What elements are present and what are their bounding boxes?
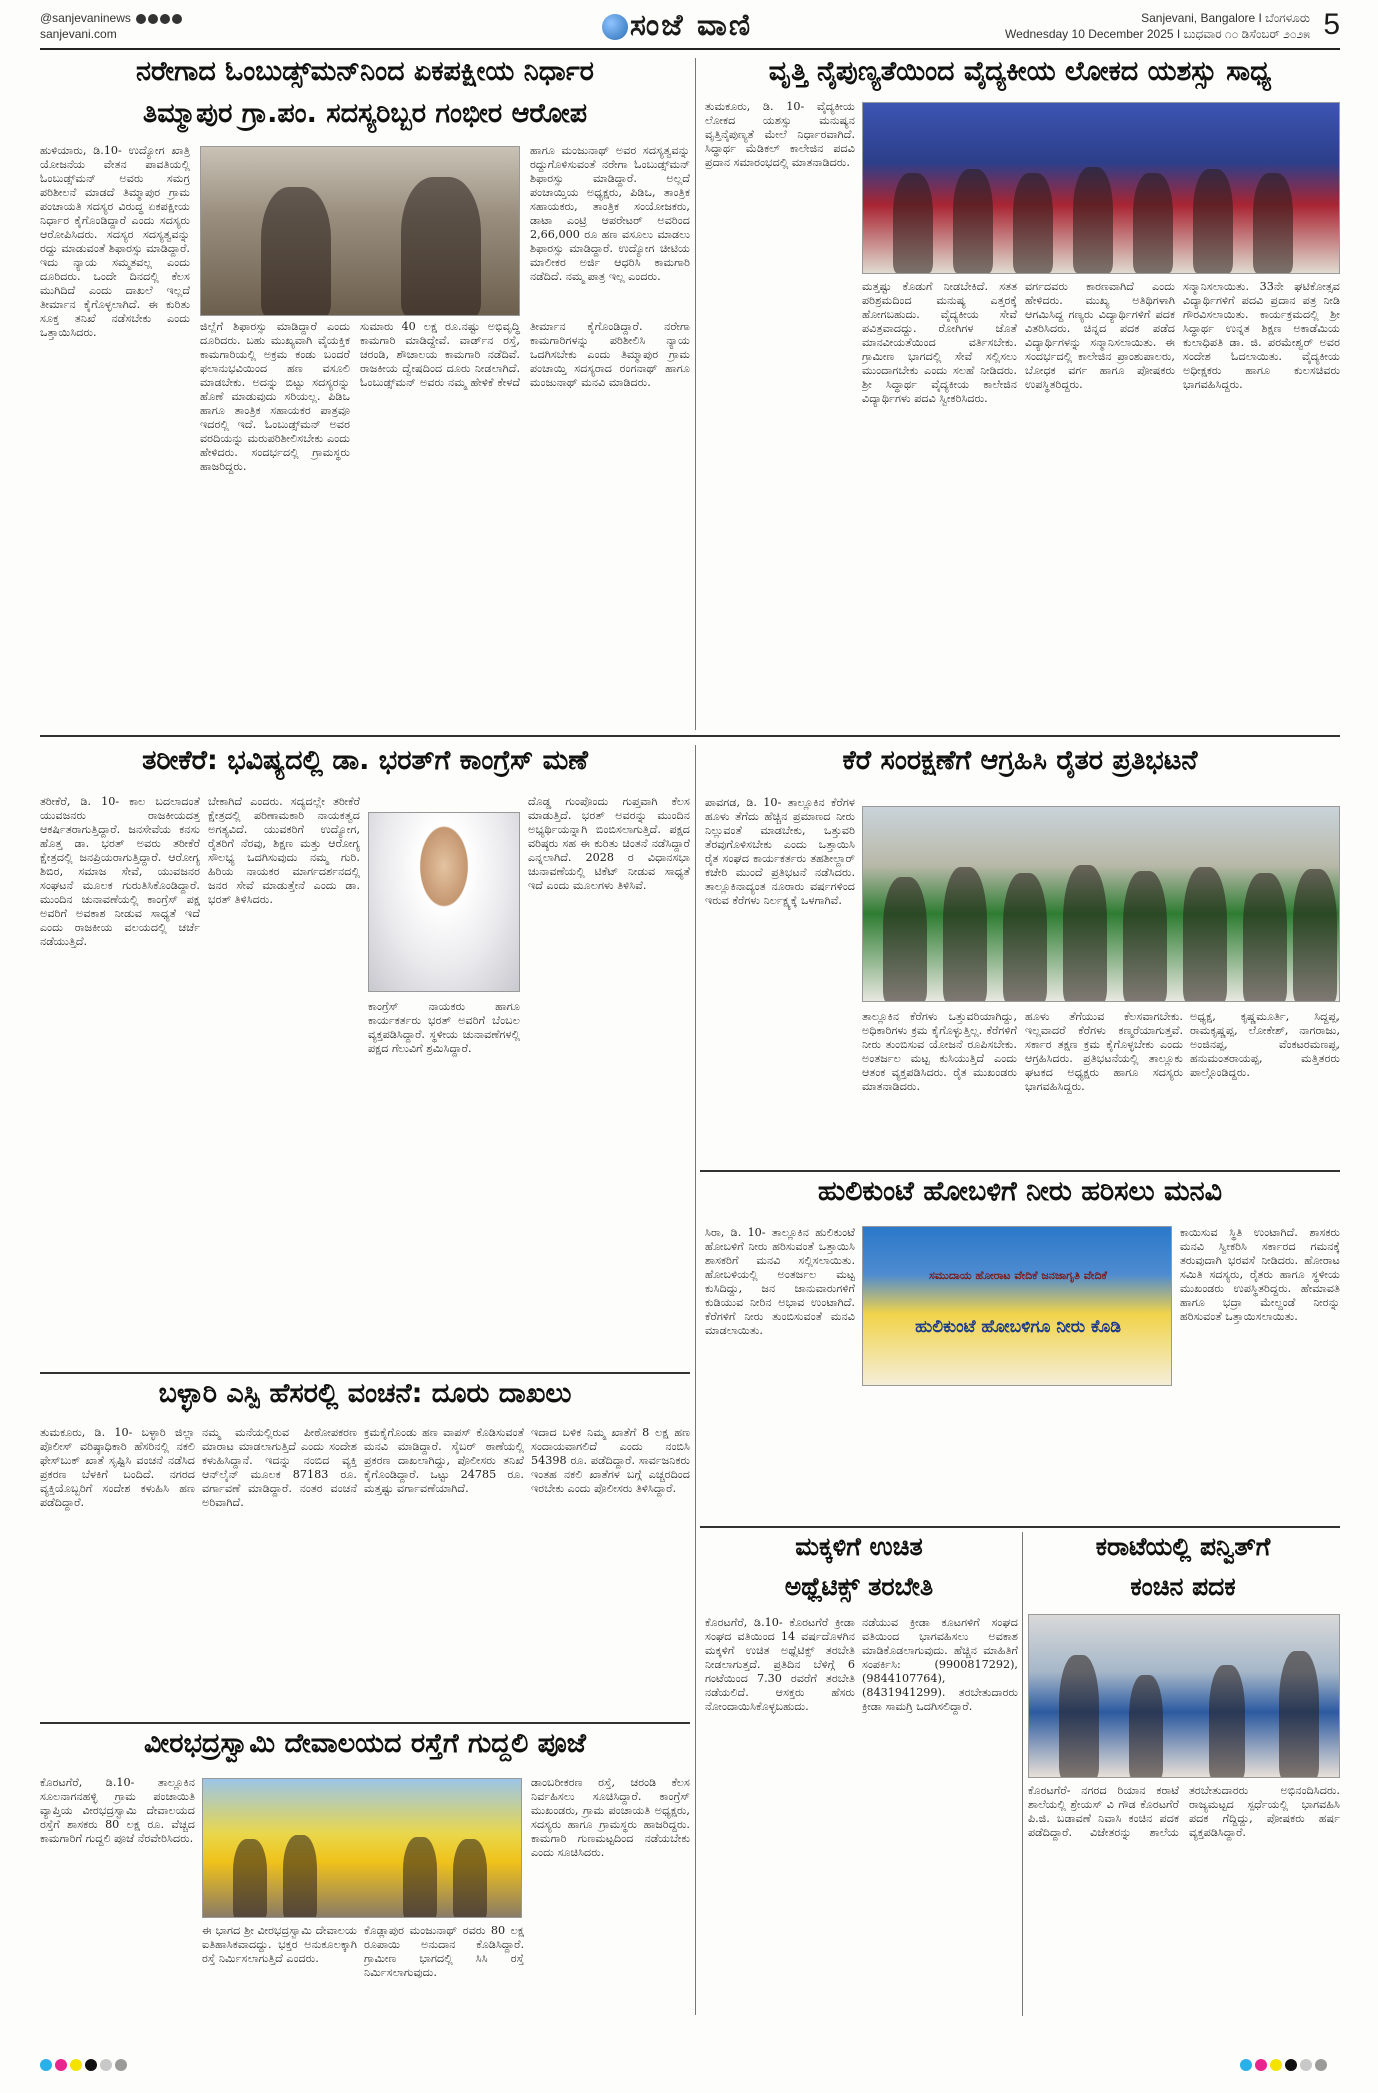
section-rule	[40, 1722, 690, 1724]
ombudsman-col-4: ಸುಮಾರು 40 ಲಕ್ಷ ರೂ.ನಷ್ಟು ಅಭಿವೃದ್ಧಿ ಕಾಮಗಾರಿ ಮಾಡಿದ್ದೇವೆ. ವಾರ್ಡ್‌ನ ರಸ್ತೆ, ಚರಂಡಿ, ಶೌಚಾಲಯ ಕಾಮಗಾರಿ ನಡೆದಿವೆ. ರಾಜಕೀಯ ದ್ವೇಷದಿಂದ ದೂರು ನೀಡಲಾಗಿದೆ. ಓಂಬುಡ್ಸ್‌ಮನ್ ಅವರು ನಮ್ಮ ಹೇಳಿಕೆ ಕೇಳದೆ ತೀರ್ಮಾನ ಕೈಗೊಂಡಿದ್ದಾರೆ. ನರೇಗಾ ಕಾಮಗಾರಿಗಳನ್ನು ಪರಿಶೀಲಿಸಿ ನ್ಯಾಯ ಒದಗಿಸಬೇಕು ಎಂದು ತಿಮ್ಮಾಪುರ ಗ್ರಾಮ ಪಂಚಾಯ್ತಿ ಸದಸ್ಯರಾದ ರಂಗನಾಥ್ ಹಾಗೂ ಮಂಜುನಾಥ್ ಮನವಿ ಮಾಡಿದರು.	[360, 320, 690, 389]
hulikunte-col-2: ಕಾಯಿಸುವ ಸ್ಥಿತಿ ಉಂಟಾಗಿದೆ. ಶಾಸಕರು ಮನವಿ ಸ್ವೀಕರಿಸಿ ಸರ್ಕಾರದ ಗಮನಕ್ಕೆ ತರುವುದಾಗಿ ಭರವಸೆ ನೀಡಿದರು. ಹೋರಾಟ ಸಮಿತಿ ಸದಸ್ಯರು, ರೈತರು ಹಾಗೂ ಸ್ಥಳೀಯ ಮುಖಂಡರು ಉಪಸ್ಥಿತರಿದ್ದರು. ಹೇಮಾವತಿ ಹಾಗೂ ಭದ್ರಾ ಮೇಲ್ದಂಡೆ ನೀರನ್ನು ಹರಿಸುವಂತೆ ಒತ್ತಾಯಿಸಲಾಯಿತು.	[1180, 1226, 1340, 1323]
column-divider	[695, 745, 696, 2015]
twitter-icon	[172, 14, 182, 24]
farmers-col-2: ತಾಲ್ಲೂಕಿನ ಕೆರೆಗಳು ಒತ್ತುವರಿಯಾಗಿದ್ದು, ಅಧಿಕಾರಿಗಳು ಕ್ರಮ ಕೈಗೊಳ್ಳುತ್ತಿಲ್ಲ. ಕೆರೆಗಳಿಗೆ ನೀರು ತುಂಬಿಸುವ ಯೋಜನೆ ರೂಪಿಸಬೇಕು. ಅಂತರ್ಜಲ ಮಟ್ಟ ಕುಸಿಯುತ್ತಿದೆ ಎಂದು ಆತಂಕ ವ್ಯಕ್ತಪಡಿಸಿದರು. ರೈತ ಮುಖಂಡರು ಮಾತನಾಡಿದರು.	[862, 1010, 1017, 1093]
tarikere-col-1: ತರೀಕೆರೆ, ಡಿ. 10- ಕಾಲ ಬದಲಾದಂತೆ ಯುವಜನರು ರಾಜಕೀಯದತ್ತ ಆಕರ್ಷಿತರಾಗುತ್ತಿದ್ದಾರೆ. ಜನಸೇವೆಯ ಕನಸು ಹೊತ್ತ ಡಾ. ಭರತ್ ಅವರು ತರೀಕೆರೆ ಕ್ಷೇತ್ರದಲ್ಲಿ ಜನಪ್ರಿಯರಾಗುತ್ತಿದ್ದಾರೆ. ಆರೋಗ್ಯ ಶಿಬಿರ, ಸಮಾಜ ಸೇವೆ, ಯುವಜನರ ಸಂಘಟನೆ ಮೂಲಕ ಗುರುತಿಸಿಕೊಂಡಿದ್ದಾರೆ. ಮುಂದಿನ ಚುನಾವಣೆಯಲ್ಲಿ ಕಾಂಗ್ರೆಸ್ ಪಕ್ಷ ಅವರಿಗೆ ಅವಕಾಶ ನೀಡುವ ಸಾಧ್ಯತೆ ಇದೆ ಎಂದು ರಾಜಕೀಯ ವಲಯದಲ್ಲಿ ಚರ್ಚೆ ನಡೆಯುತ್ತಿದೆ.	[40, 795, 200, 948]
masthead-right	[1005, 10, 1310, 42]
tarikere-col-2: ಬೇಕಾಗಿದೆ ಎಂದರು. ಸದ್ಯದಲ್ಲೇ ತರೀಕೆರೆ ಕ್ಷೇತ್ರದಲ್ಲಿ ಪರಿಣಾಮಕಾರಿ ನಾಯಕತ್ವದ ಅಗತ್ಯವಿದೆ. ಯುವಕರಿಗೆ ಉದ್ಯೋಗ, ರೈತರಿಗೆ ನೆರವು, ಶಿಕ್ಷಣ ಮತ್ತು ಆರೋಗ್ಯ ಸೌಲಭ್ಯ ಒದಗಿಸುವುದು ನಮ್ಮ ಗುರಿ. ಹಿರಿಯ ನಾಯಕರ ಮಾರ್ಗದರ್ಶನದಲ್ಲಿ ಜನರ ಸೇವೆ ಮಾಡುತ್ತೇನೆ ಎಂದು ಡಾ. ಭರತ್ ತಿಳಿಸಿದರು.	[208, 795, 360, 906]
youtube-icon	[160, 14, 170, 24]
print-mark	[1300, 2059, 1312, 2071]
print-mark	[1285, 2059, 1297, 2071]
date-en: Wednesday 10 December 2025 I	[1005, 27, 1181, 41]
bellary-headline: ಬಳ್ಳಾರಿ ಎಸ್ಪಿ ಹೆಸರಲ್ಲಿ ವಂಚನೆ: ದೂರು ದಾಖಲು	[158, 1378, 572, 1409]
ombudsman-col-2: ಜಿಲ್ಲೆಗೆ ಶಿಫಾರಸ್ಸು ಮಾಡಿದ್ದಾರೆ ಎಂದು ದೂರಿದರು. ಬಹು ಮುಖ್ಯವಾಗಿ ವೈಯಕ್ತಿಕ ಕಾಮಗಾರಿಯಲ್ಲಿ ಅಕ್ರಮ ಕಂಡು ಬಂದರೆ ಫಲಾನುಭವಿಯಿಂದ ಹಣ ವಸೂಲಿ ಮಾಡಬೇಕು. ಅದನ್ನು ಬಿಟ್ಟು ಸದಸ್ಯರನ್ನು ಹೊಣೆ ಮಾಡುವುದು ಸರಿಯಲ್ಲ. ಪಿಡಿಒ ಹಾಗೂ ತಾಂತ್ರಿಕ ಸಹಾಯಕರ ಪಾತ್ರವೂ ಇದರಲ್ಲಿ ಇದೆ. ಓಂಬುಡ್ಸ್‌ಮನ್ ಅವರ ವರದಿಯನ್ನು ಮರುಪರಿಶೀಲಿಸಬೇಕು ಎಂದು ಹೇಳಿದರು. ಸಂದರ್ಭದಲ್ಲಿ ಗ್ರಾಮಸ್ಥರು ಹಾಜರಿದ್ದರು.	[200, 320, 350, 473]
tarikere-headline: ತರೀಕೆರೆ: ಭವಿಷ್ಯದಲ್ಲಿ ಡಾ. ಭರತ್‌ಗೆ ಕಾಂಗ್ರೆಸ್ ಮಣೆ	[142, 745, 588, 776]
medical-lead: ತುಮಕೂರು, ಡಿ. 10- ವೈದ್ಯಕೀಯ ಲೋಕದ ಯಶಸ್ಸು ಮನುಷ್ಯನ ವೃತ್ತಿನೈಪುಣ್ಯತೆ ಮೇಲೆ ನಿರ್ಧಾರವಾಗಿದೆ. ಸಿದ್ಧಾರ್ಥ ಮೆಡಿಕಲ್ ಕಾಲೇಜಿನ ಪದವಿ ಪ್ರದಾನ ಸಮಾರಂಭದಲ್ಲಿ ಮಾತನಾಡಿದರು.	[705, 100, 855, 169]
ombudsman-photo	[200, 146, 520, 316]
veerabhadra-headline: ವೀರಭದ್ರಸ್ವಾಮಿ ದೇವಾಲಯದ ರಸ್ತೆಗೆ ಗುದ್ದಲಿ ಪೂಜೆ	[144, 1728, 586, 1759]
hulikunte-col-1: ಸಿರಾ, ಡಿ. 10- ತಾಲ್ಲೂಕಿನ ಹುಲಿಕುಂಟೆ ಹೋಬಳಿಗೆ ನೀರು ಹರಿಸುವಂತೆ ಒತ್ತಾಯಿಸಿ ಶಾಸಕರಿಗೆ ಮನವಿ ಸಲ್ಲಿಸಲಾಯಿತು. ಹೋಬಳಿಯಲ್ಲಿ ಅಂತರ್ಜಲ ಮಟ್ಟ ಕುಸಿದಿದ್ದು, ಜನ ಜಾನುವಾರುಗಳಿಗೆ ಕುಡಿಯುವ ನೀರಿನ ಅಭಾವ ಉಂಟಾಗಿದೆ. ಕೆರೆಗಳಿಗೆ ನೀರು ತುಂಬಿಸುವಂತೆ ಮನವಿ ಮಾಡಲಾಯಿತು.	[705, 1226, 855, 1337]
print-mark	[70, 2059, 82, 2071]
farmers-lead: ಪಾವಗಡ, ಡಿ. 10- ತಾಲ್ಲೂಕಿನ ಕೆರೆಗಳ ಹೂಳು ತೆಗೆದು ಹೆಚ್ಚಿನ ಪ್ರಮಾಣದ ನೀರು ನಿಲ್ಲುವಂತೆ ಮಾಡಬೇಕು, ಒತ್ತುವರಿ ತೆರವುಗೊಳಿಸಬೇಕು ಎಂದು ಒತ್ತಾಯಿಸಿ ರೈತ ಸಂಘದ ಕಾರ್ಯಕರ್ತರು ತಹಶೀಲ್ದಾರ್ ಕಚೇರಿ ಮುಂದೆ ಪ್ರತಿಭಟನೆ ನಡೆಸಿದರು. ತಾಲ್ಲೂಕಿನಾದ್ಯಂತ ನೂರಾರು ವರ್ಷಗಳಿಂದ ಇರುವ ಕೆರೆಗಳು ನಿರ್ಲಕ್ಷ್ಯಕ್ಕೆ ಒಳಗಾಗಿವೆ.	[705, 796, 855, 907]
farmers-col-4: ಅಧ್ಯಕ್ಷ, ಕೃಷ್ಣಮೂರ್ತಿ, ಸಿದ್ದಪ್ಪ, ರಾಮಕೃಷ್ಣಪ್ಪ, ಲೋಕೇಶ್, ನಾಗರಾಜು, ಅಂಜಿನಪ್ಪ, ವೆಂಕಟರಮಣಪ್ಪ, ಹನುಮಂತರಾಯಪ್ಪ, ಮತ್ತಿತರರು ಪಾಲ್ಗೊಂಡಿದ್ದರು.	[1190, 1010, 1340, 1079]
veerabhadra-col-2: ಡಾಂಬರೀಕರಣ ರಸ್ತೆ, ಚರಂಡಿ ಕೆಲಸ ನಿರ್ವಹಿಸಲು ಸೂಚಿಸಿದ್ದಾರೆ. ಕಾಂಗ್ರೆಸ್ ಮುಖಂಡರು, ಗ್ರಾಮ ಪಂಚಾಯತಿ ಅಧ್ಯಕ್ಷರು, ಸದಸ್ಯರು ಹಾಗೂ ಗ್ರಾಮಸ್ಥರು ಹಾಜರಿದ್ದರು. ಕಾಮಗಾರಿ ಗುಣಮಟ್ಟದಿಂದ ನಡೆಯಬೇಕು ಎಂದು ಸೂಚಿಸಿದರು.	[531, 1776, 690, 1859]
medical-col-1: ಮತ್ತಷ್ಟು ಕೊಡುಗೆ ನೀಡಬೇಕಿದೆ. ಸತತ ಪರಿಶ್ರಮದಿಂದ ಮನುಷ್ಯ ಎತ್ತರಕ್ಕೆ ಹೋಗಬಹುದು. ವೈದ್ಯಕೀಯ ಸೇವೆ ಪವಿತ್ರವಾದದ್ದು. ರೋಗಿಗಳ ಜೊತೆ ಮಾನವೀಯತೆಯಿಂದ ವರ್ತಿಸಬೇಕು. ಗ್ರಾಮೀಣ ಭಾಗದಲ್ಲಿ ಸೇವೆ ಸಲ್ಲಿಸಲು ಮುಂದಾಗಬೇಕು ಎಂದು ಸಲಹೆ ನೀಡಿದರು. ಶ್ರೀ ಸಿದ್ಧಾರ್ಥ ವೈದ್ಯಕೀಯ ಕಾಲೇಜಿನ ವಿದ್ಯಾರ್ಥಿಗಳು ಪದವಿ ಸ್ವೀಕರಿಸಿದರು.	[862, 280, 1017, 405]
facebook-icon	[136, 14, 146, 24]
karate-caption: ಕೊರಟಗೆರೆ- ನಗರದ ರಿಯಾನ ಕರಾಟೆ ಶಾಲೆಯಲ್ಲಿ ಶ್ರೇಯಸ್ ವಿ ಗೌಡ ಕೊರಟಗೆರೆ ಪಿ.ಜಿ. ಬಡಾವಣೆ ನಿವಾಸಿ ಕಂಚಿನ ಪದಕ ಪಡೆದಿದ್ದಾರೆ. ವಿಜೇತರನ್ನು ಶಾಲೆಯ ತರಬೇತುದಾರರು ಅಭಿನಂದಿಸಿದರು. ರಾಜ್ಯಮಟ್ಟದ ಸ್ಪರ್ಧೆಯಲ್ಲಿ ಭಾಗವಹಿಸಿ ಪದಕ ಗೆದ್ದಿದ್ದು, ಪೋಷಕರು ಹರ್ಷ ವ್ಯಕ್ತಪಡಿಸಿದ್ದಾರೆ.	[1028, 1784, 1340, 1839]
column-divider	[1022, 1532, 1023, 2016]
karate-headline-2: ಕಂಚಿನ ಪದಕ	[1130, 1572, 1236, 1601]
newspaper-logo: ಸಂಜೆ ವಾಣಿ	[600, 8, 752, 43]
print-mark	[100, 2059, 112, 2071]
section-rule	[700, 1526, 1340, 1528]
bellary-col-3: ಕ್ರಮಕೈಗೊಂಡು ಹಣ ವಾಪಸ್ ಕೊಡಿಸುವಂತೆ ಮನವಿ ಮಾಡಿದ್ದಾರೆ. ಸೈಬರ್ ಠಾಣೆಯಲ್ಲಿ ಪ್ರಕರಣ ದಾಖಲಾಗಿದ್ದು, ಪೊಲೀಸರು ತನಿಖೆ ಕೈಗೊಂಡಿದ್ದಾರೆ. ಒಟ್ಟು 24785 ರೂ. ಮತ್ತಷ್ಟು ವರ್ಗಾವಣೆಯಾಗಿದೆ.	[364, 1426, 524, 1495]
athletics-headline-2: ಅಥ್ಲೆಟಿಕ್ಸ್ ತರಬೇತಿ	[784, 1572, 934, 1601]
bellary-col-4: ಇದಾದ ಬಳಿಕ ನಿಮ್ಮ ಖಾತೆಗೆ 8 ಲಕ್ಷ ಹಣ ಸಂದಾಯವಾಗಲಿದೆ ಎಂದು ನಂಬಿಸಿ 54398 ರೂ. ಪಡೆದಿದ್ದಾರೆ. ಸಾರ್ವಜನಿಕರು ಇಂತಹ ನಕಲಿ ಖಾತೆಗಳ ಬಗ್ಗೆ ಎಚ್ಚರದಿಂದ ಇರಬೇಕು ಎಂದು ಪೊಲೀಸರು ತಿಳಿಸಿದ್ದಾರೆ.	[531, 1426, 690, 1495]
edition-label: Sanjevani, Bangalore I ಬೆಂಗಳೂರು	[1141, 11, 1310, 25]
athletics-col-2: ನಡೆಯುವ ಕ್ರೀಡಾ ಕೂಟಗಳಿಗೆ ಸಂಘದ ವತಿಯಿಂದ ಭಾಗವಹಿಸಲು ಅವಕಾಶ ಮಾಡಿಕೊಡಲಾಗುವುದು. ಹೆಚ್ಚಿನ ಮಾಹಿತಿಗೆ ಸಂಪರ್ಕಿಸಿ: (9900817292), (9844107764), (8431941299). ತರಬೇತುದಾರರು ಕ್ರೀಡಾ ಸಾಮಗ್ರಿ ಒದಗಿಸಲಿದ್ದಾರೆ.	[862, 1616, 1018, 1713]
athletics-headline-1: ಮಕ್ಕಳಿಗೆ ಉಚಿತ	[795, 1532, 923, 1561]
tarikere-portrait	[368, 812, 520, 992]
print-marks-right	[1240, 2056, 1330, 2075]
instagram-icon	[148, 14, 158, 24]
banner-top-text: ಸಮುದಾಯ ಹೋರಾಟ ವೇದಿಕೆ ಜನಜಾಗೃತಿ ವೇದಿಕೆ	[929, 1269, 1107, 1282]
medical-col-2: ವರ್ಗದವರು ಕಾರಣವಾಗಿದೆ ಎಂದು ಹೇಳಿದರು. ಮುಖ್ಯ ಅತಿಥಿಗಳಾಗಿ ಆಗಮಿಸಿದ್ದ ಗಣ್ಯರು ವಿದ್ಯಾರ್ಥಿಗಳಿಗೆ ಪದಕ ವಿತರಿಸಿದರು. ಚಿನ್ನದ ಪದಕ ಪಡೆದ ವಿದ್ಯಾರ್ಥಿಗಳನ್ನು ಸನ್ಮಾನಿಸಲಾಯಿತು. ಈ ಸಂದರ್ಭದಲ್ಲಿ ಕಾಲೇಜಿನ ಪ್ರಾಂಶುಪಾಲರು, ಬೋಧಕ ವರ್ಗ ಹಾಗೂ ಪೋಷಕರು ಉಪಸ್ಥಿತರಿದ್ದರು.	[1025, 280, 1175, 391]
ombudsman-headline-1: ನರೇಗಾದ ಓಂಬುಡ್ಸ್‌ಮನ್‌ನಿಂದ ಏಕಪಕ್ಷೀಯ ನಿರ್ಧಾರ	[136, 56, 594, 87]
print-mark	[1240, 2059, 1252, 2071]
medical-photo	[862, 102, 1340, 274]
print-mark	[85, 2059, 97, 2071]
print-mark	[1255, 2059, 1267, 2071]
section-rule	[700, 1170, 1340, 1172]
print-mark	[115, 2059, 127, 2071]
social-handle: @sanjevaninews	[40, 11, 131, 25]
hulikunte-photo	[862, 1226, 1172, 1386]
print-mark	[40, 2059, 52, 2071]
athletics-col-1: ಕೊರಟಗೆರೆ, ಡಿ.10- ಕೊರಟಗೆರೆ ಕ್ರೀಡಾ ಸಂಘದ ವತಿಯಿಂದ 14 ವರ್ಷದೊಳಗಿನ ಮಕ್ಕಳಿಗೆ ಉಚಿತ ಅಥ್ಲೆಟಿಕ್ಸ್ ತರಬೇತಿ ನೀಡಲಾಗುತ್ತದೆ. ಪ್ರತಿದಿನ ಬೆಳಿಗ್ಗೆ 6 ಗಂಟೆಯಿಂದ 7.30 ರವರೆಗೆ ತರಬೇತಿ ನಡೆಯಲಿದೆ. ಆಸಕ್ತರು ಹೆಸರು ನೋಂದಾಯಿಸಿಕೊಳ್ಳಬಹುದು.	[705, 1616, 855, 1713]
veerabhadra-photo	[202, 1778, 522, 1918]
print-marks-left	[40, 2056, 130, 2075]
tarikere-caption: ಕಾಂಗ್ರೆಸ್ ನಾಯಕರು ಹಾಗೂ ಕಾರ್ಯಕರ್ತರು ಭರತ್ ಅವರಿಗೆ ಬೆಂಬಲ ವ್ಯಕ್ತಪಡಿಸಿದ್ದಾರೆ. ಸ್ಥಳೀಯ ಚುನಾವಣೆಗಳಲ್ಲಿ ಪಕ್ಷದ ಗೆಲುವಿಗೆ ಶ್ರಮಿಸಿದ್ದಾರೆ.	[368, 1000, 520, 1055]
ombudsman-col-3: ಹಾಗೂ ಮಂಜುನಾಥ್ ಅವರ ಸದಸ್ಯತ್ವವನ್ನು ರದ್ದುಗೊಳಿಸುವಂತೆ ನರೇಗಾ ಓಂಬುಡ್ಸ್‌ಮನ್ ಶಿಫಾರಸ್ಸು ಮಾಡಿದ್ದಾರೆ. ಅಲ್ಲದೆ ಪಂಚಾಯ್ತಿಯ ಅಧ್ಯಕ್ಷರು, ಪಿಡಿಒ, ತಾಂತ್ರಿಕ ಸಹಾಯಕರು, ತಾಂತ್ರಿಕ ಸಂಯೋಜಕರು, ಡಾಟಾ ಎಂಟ್ರಿ ಆಪರೇಟರ್ ಅವರಿಂದ 2,66,000 ರೂ ಹಣ ವಸೂಲು ಮಾಡಲು ಶಿಫಾರಸ್ಸು ಮಾಡಿದ್ದಾರೆ. ಉದ್ಯೋಗ ಚೀಟಿಯ ಮಾಲೀಕರ ಅರ್ಜಿ ಆಧರಿಸಿ ಕಾಮಗಾರಿ ನಡೆದಿದೆ. ನಮ್ಮ ಪಾತ್ರ ಇಲ್ಲ ಎಂದರು.	[530, 144, 690, 283]
veerabhadra-col-1: ಕೊರಟಗೆರೆ, ಡಿ.10- ತಾಲ್ಲೂಕಿನ ಸೂಲನಾಗನಹಳ್ಳಿ ಗ್ರಾಮ ಪಂಚಾಯಿತಿ ವ್ಯಾಪ್ತಿಯ ವೀರಭದ್ರಸ್ವಾಮಿ ದೇವಾಲಯದ ರಸ್ತೆಗೆ ಶಾಸಕರು 80 ಲಕ್ಷ ರೂ. ವೆಚ್ಚದ ಕಾಮಗಾರಿಗೆ ಗುದ್ದಲಿ ಪೂಜೆ ನೆರವೇರಿಸಿದರು.	[40, 1776, 195, 1845]
farmers-headline: ಕೆರೆ ಸಂರಕ್ಷಣೆಗೆ ಆಗ್ರಹಿಸಿ ರೈತರ ಪ್ರತಿಭಟನೆ	[842, 745, 1198, 776]
karate-photo	[1028, 1614, 1340, 1778]
masthead	[40, 8, 1340, 50]
section-rule	[40, 1372, 690, 1374]
farmers-photo	[862, 806, 1340, 1002]
globe-icon	[602, 14, 628, 40]
date-kn: ಬುಧವಾರ ೧೦ ಡಿಸೆಂಬರ್ ೨೦೨೫	[1183, 27, 1310, 41]
website-url: sanjevani.com	[40, 27, 117, 41]
masthead-left	[40, 10, 182, 42]
tarikere-col-3: ದೊಡ್ಡ ಗುಂಪೊಂದು ಗುಪ್ತವಾಗಿ ಕೆಲಸ ಮಾಡುತ್ತಿದೆ. ಭರತ್ ಅವರನ್ನು ಮುಂದಿನ ಅಭ್ಯರ್ಥಿಯನ್ನಾಗಿ ಬಿಂಬಿಸಲಾಗುತ್ತಿದೆ. ಪಕ್ಷದ ವರಿಷ್ಠರು ಸಹ ಈ ಕುರಿತು ಚಿಂತನೆ ನಡೆಸಿದ್ದಾರೆ ಎನ್ನಲಾಗಿದೆ. 2028 ರ ವಿಧಾನಸಭಾ ಚುನಾವಣೆಯಲ್ಲಿ ಟಿಕೆಟ್ ನೀಡುವ ಸಾಧ್ಯತೆ ಇದೆ ಎಂದು ಮೂಲಗಳು ತಿಳಿಸಿವೆ.	[528, 795, 690, 892]
print-mark	[55, 2059, 67, 2071]
page-number: 5	[1323, 8, 1340, 41]
farmers-col-3: ಹೂಳು ತೆಗೆಯುವ ಕೆಲಸವಾಗಬೇಕು. ಇಲ್ಲವಾದರೆ ಕೆರೆಗಳು ಕಣ್ಮರೆಯಾಗುತ್ತವೆ. ಸರ್ಕಾರ ತಕ್ಷಣ ಕ್ರಮ ಕೈಗೊಳ್ಳಬೇಕು ಎಂದು ಆಗ್ರಹಿಸಿದರು. ಪ್ರತಿಭಟನೆಯಲ್ಲಿ ತಾಲ್ಲೂಕು ಘಟಕದ ಅಧ್ಯಕ್ಷರು ಹಾಗೂ ಸದಸ್ಯರು ಭಾಗವಹಿಸಿದ್ದರು.	[1025, 1010, 1183, 1093]
ombudsman-headline-2: ತಿಮ್ಮಾಪುರ ಗ್ರಾ.ಪಂ. ಸದಸ್ಯರಿಬ್ಬರ ಗಂಭೀರ ಆರೋಪ	[142, 98, 588, 129]
banner-main-text: ಹುಲಿಕುಂಟೆ ಹೋಬಳಿಗೂ ನೀರು ಕೊಡಿ	[915, 1317, 1121, 1337]
column-divider	[695, 58, 696, 730]
medical-headline: ವೃತ್ತಿ ನೈಪುಣ್ಯತೆಯಿಂದ ವೈದ್ಯಕೀಯ ಲೋಕದ ಯಶಸ್ಸು ಸಾಧ್ಯ	[768, 56, 1272, 87]
medical-col-3: ಸನ್ಮಾನಿಸಲಾಯಿತು. 33ನೇ ಘಟಿಕೋತ್ಸವ ವಿದ್ಯಾರ್ಥಿಗಳಿಗೆ ಪದವಿ ಪ್ರದಾನ ಪತ್ರ ನೀಡಿ ಗೌರವಿಸಲಾಯಿತು. ಕಾರ್ಯಕ್ರಮದಲ್ಲಿ ಶ್ರೀ ಸಿದ್ಧಾರ್ಥ ಉನ್ನತ ಶಿಕ್ಷಣ ಅಕಾಡೆಮಿಯ ಕುಲಾಧಿಪತಿ ಡಾ. ಜಿ. ಪರಮೇಶ್ವರ್ ಅವರ ಸಂದೇಶ ಓದಲಾಯಿತು. ವೈದ್ಯಕೀಯ ಅಧೀಕ್ಷಕರು ಹಾಗೂ ಕುಲಸಚಿವರು ಭಾಗವಹಿಸಿದ್ದರು.	[1183, 280, 1340, 391]
veerabhadra-caption: ಈ ಭಾಗದ ಶ್ರೀ ವೀರಭದ್ರಸ್ವಾಮಿ ದೇವಾಲಯ ಐತಿಹಾಸಿಕವಾದದ್ದು. ಭಕ್ತರ ಅನುಕೂಲಕ್ಕಾಗಿ ರಸ್ತೆ ನಿರ್ಮಿಸಲಾಗುತ್ತಿದೆ ಎಂದರು.	[202, 1924, 357, 1965]
ombudsman-col-1: ಹುಳಿಯಾರು, ಡಿ.10- ಉದ್ಯೋಗ ಖಾತ್ರಿ ಯೋಜನೆಯ ವೇತನ ಪಾವತಿಯಲ್ಲಿ ಓಂಬುಡ್ಸ್‌ಮನ್ ಅವರು ಸಮಗ್ರ ಪರಿಶೀಲನೆ ಮಾಡದೆ ತಿಮ್ಮಾಪುರ ಗ್ರಾಮ ಪಂಚಾಯತಿ ಸದಸ್ಯರ ವಿರುದ್ಧ ಏಕಪಕ್ಷೀಯ ನಿರ್ಧಾರ ಕೈಗೊಂಡಿದ್ದಾರೆ ಎಂದು ಸದಸ್ಯರು ಆರೋಪಿಸಿದರು. ಸದಸ್ಯರ ಸದಸ್ಯತ್ವವನ್ನು ರದ್ದು ಮಾಡುವಂತೆ ಶಿಫಾರಸ್ಸು ಮಾಡಿದ್ದಾರೆ. ಇದು ನ್ಯಾಯ ಸಮ್ಮತವಲ್ಲ ಎಂದು ದೂರಿದರು. ಒಂದೇ ದಿನದಲ್ಲಿ ಕೆಲಸ ಮುಗಿದಿದೆ ಎಂದು ದಾಖಲೆ ಇಲ್ಲದೆ ತೀರ್ಮಾನ ಕೈಗೊಳ್ಳಲಾಗಿದೆ. ಈ ಕುರಿತು ಸೂಕ್ತ ತನಿಖೆ ನಡೆಸಬೇಕು ಎಂದು ಒತ್ತಾಯಿಸಿದರು.	[40, 144, 190, 339]
hulikunte-headline: ಹುಲಿಕುಂಟೆ ಹೋಬಳಿಗೆ ನೀರು ಹರಿಸಲು ಮನವಿ	[817, 1176, 1223, 1207]
karate-headline-1: ಕರಾಟೆಯಲ್ಲಿ ಪನ್ವಿತ್‌ಗೆ	[1095, 1532, 1271, 1561]
bellary-col-2: ನಮ್ಮ ಮನೆಯಲ್ಲಿರುವ ಪೀಠೋಪಕರಣ ಮಾರಾಟ ಮಾಡಲಾಗುತ್ತಿದೆ ಎಂದು ಸಂದೇಶ ಕಳುಹಿಸಿದ್ದಾನೆ. ಇದನ್ನು ನಂಬಿದ ವ್ಯಕ್ತಿ ಆನ್‌ಲೈನ್ ಮೂಲಕ 87183 ರೂ. ವರ್ಗಾವಣೆ ಮಾಡಿದ್ದಾರೆ. ನಂತರ ವಂಚನೆ ಅರಿವಾಗಿದೆ.	[202, 1426, 357, 1509]
bellary-col-1: ತುಮಕೂರು, ಡಿ. 10- ಬಳ್ಳಾರಿ ಜಿಲ್ಲಾ ಪೊಲೀಸ್ ವರಿಷ್ಠಾಧಿಕಾರಿ ಹೆಸರಿನಲ್ಲಿ ನಕಲಿ ಫೇಸ್‌ಬುಕ್ ಖಾತೆ ಸೃಷ್ಟಿಸಿ ವಂಚನೆ ನಡೆಸಿದ ಪ್ರಕರಣ ಬೆಳಕಿಗೆ ಬಂದಿದೆ. ನಗರದ ವ್ಯಕ್ತಿಯೊಬ್ಬರಿಗೆ ಸಂದೇಶ ಕಳುಹಿಸಿ ಹಣ ಪಡೆದಿದ್ದಾರೆ.	[40, 1426, 195, 1509]
print-mark	[1270, 2059, 1282, 2071]
section-rule	[40, 735, 1340, 737]
print-mark	[1315, 2059, 1327, 2071]
veerabhadra-caption-2: ಕೊಡ್ಲಾಪುರ ಮಂಜುನಾಥ್ ರವರು 80 ಲಕ್ಷ ರೂಪಾಯಿ ಅನುದಾನ ಕೊಡಿಸಿದ್ದಾರೆ. ಗ್ರಾಮೀಣ ಭಾಗದಲ್ಲಿ ಸಿಸಿ ರಸ್ತೆ ನಿರ್ಮಿಸಲಾಗುವುದು.	[364, 1924, 524, 1979]
